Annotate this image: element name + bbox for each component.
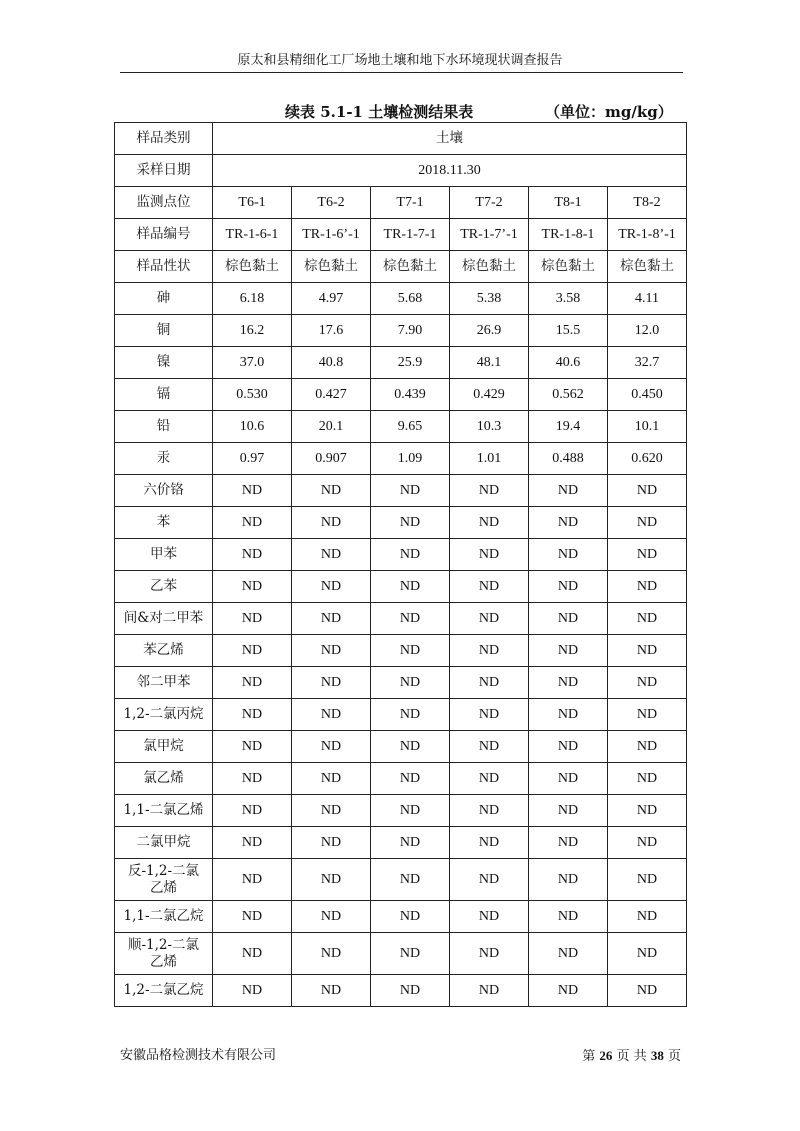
- sampling-date-row: [115, 155, 687, 187]
- sample-id-row: [115, 219, 687, 251]
- result-cell: ND: [450, 635, 529, 667]
- result-cell: ND: [608, 763, 687, 795]
- table-row: [115, 699, 687, 731]
- analyte-name: 六价铬: [115, 475, 213, 507]
- result-cell: ND: [450, 975, 529, 1007]
- result-cell: ND: [292, 475, 371, 507]
- result-cell: ND: [608, 731, 687, 763]
- result-cell: ND: [608, 507, 687, 539]
- result-cell: ND: [292, 859, 371, 901]
- result-cell: 16.2: [213, 315, 292, 347]
- table-row: [115, 859, 687, 901]
- analyte-name: 铜: [115, 315, 213, 347]
- monitoring-point-row: [115, 187, 687, 219]
- analyte-name-line: 乙烯: [150, 953, 177, 970]
- result-cell: 10.3: [450, 411, 529, 443]
- result-cell: ND: [371, 635, 450, 667]
- result-cell: ND: [292, 539, 371, 571]
- analyte-name: 二氯甲烷: [115, 827, 213, 859]
- result-cell: ND: [371, 827, 450, 859]
- sample-property-cell: 棕色黏土: [213, 251, 292, 283]
- result-cell: ND: [450, 571, 529, 603]
- result-cell: 48.1: [450, 347, 529, 379]
- result-cell: 4.97: [292, 283, 371, 315]
- footer-page-number: [582, 1048, 681, 1065]
- result-cell: ND: [292, 933, 371, 975]
- result-cell: ND: [608, 933, 687, 975]
- result-cell: ND: [529, 933, 608, 975]
- result-cell: ND: [608, 901, 687, 933]
- result-cell: ND: [529, 699, 608, 731]
- result-cell: ND: [608, 859, 687, 901]
- table-row: [115, 635, 687, 667]
- result-cell: ND: [450, 507, 529, 539]
- analyte-name: 镉: [115, 379, 213, 411]
- analyte-name: 1,1-二氯乙烷: [115, 901, 213, 933]
- point-cell: T7-1: [371, 187, 450, 219]
- result-cell: ND: [371, 571, 450, 603]
- result-cell: ND: [371, 539, 450, 571]
- header-divider: [120, 72, 683, 73]
- analyte-name: 1,2-二氯乙烷: [115, 975, 213, 1007]
- result-cell: 9.65: [371, 411, 450, 443]
- result-cell: 6.18: [213, 283, 292, 315]
- result-cell: ND: [529, 603, 608, 635]
- sample-property-row: [115, 251, 687, 283]
- result-cell: 20.1: [292, 411, 371, 443]
- result-cell: ND: [529, 731, 608, 763]
- result-cell: 40.6: [529, 347, 608, 379]
- result-cell: ND: [371, 699, 450, 731]
- result-cell: ND: [213, 667, 292, 699]
- analyte-name: 甲苯: [115, 539, 213, 571]
- result-cell: 0.620: [608, 443, 687, 475]
- analyte-name-line: 反-1,2-二氯: [127, 862, 200, 879]
- result-cell: 0.429: [450, 379, 529, 411]
- result-cell: 25.9: [371, 347, 450, 379]
- sample-id-cell: TR-1-7’-1: [450, 219, 529, 251]
- result-cell: ND: [450, 763, 529, 795]
- table-row: [115, 901, 687, 933]
- point-cell: T8-2: [608, 187, 687, 219]
- table-row: [115, 975, 687, 1007]
- table-row: [115, 283, 687, 315]
- result-cell: ND: [213, 795, 292, 827]
- result-cell: ND: [450, 539, 529, 571]
- result-cell: 40.8: [292, 347, 371, 379]
- sample-id-cell: TR-1-8’-1: [608, 219, 687, 251]
- result-cell: 1.09: [371, 443, 450, 475]
- result-cell: ND: [608, 699, 687, 731]
- analyte-name: 氯乙烯: [115, 763, 213, 795]
- result-cell: ND: [213, 571, 292, 603]
- analyte-name: 铅: [115, 411, 213, 443]
- result-cell: 5.68: [371, 283, 450, 315]
- analyte-name: 氯甲烷: [115, 731, 213, 763]
- table-row: [115, 603, 687, 635]
- result-cell: ND: [450, 731, 529, 763]
- result-cell: ND: [529, 571, 608, 603]
- result-rows: [115, 283, 687, 1007]
- result-cell: ND: [371, 933, 450, 975]
- result-cell: ND: [608, 539, 687, 571]
- result-cell: ND: [608, 795, 687, 827]
- result-cell: ND: [213, 975, 292, 1007]
- sampling-date-value: 2018.11.30: [213, 155, 687, 187]
- table-unit: （单位：mg/kg）: [545, 103, 673, 121]
- result-cell: ND: [529, 795, 608, 827]
- result-cell: ND: [371, 475, 450, 507]
- result-cell: 5.38: [450, 283, 529, 315]
- row-label: 样品性状: [115, 251, 213, 283]
- result-cell: ND: [292, 667, 371, 699]
- result-cell: ND: [371, 901, 450, 933]
- result-cell: ND: [529, 859, 608, 901]
- result-cell: ND: [371, 859, 450, 901]
- report-header-title: 原太和县精细化工厂场地土壤和地下水环境现状调查报告: [237, 53, 563, 68]
- page-suffix: 页: [667, 1049, 681, 1064]
- result-cell: ND: [213, 901, 292, 933]
- result-cell: ND: [292, 635, 371, 667]
- table-row: [115, 731, 687, 763]
- table-row: [115, 379, 687, 411]
- result-cell: ND: [450, 901, 529, 933]
- result-cell: ND: [608, 571, 687, 603]
- page-total: 38: [650, 1048, 664, 1063]
- result-cell: ND: [450, 699, 529, 731]
- result-cell: 10.6: [213, 411, 292, 443]
- footer-company: 安徽品格检测技术有限公司: [120, 1048, 277, 1063]
- analyte-name-line: 乙烯: [150, 879, 177, 896]
- result-cell: ND: [213, 763, 292, 795]
- sample-type-row: [115, 123, 687, 155]
- result-cell: ND: [450, 603, 529, 635]
- table-row: [115, 571, 687, 603]
- table-row: [115, 795, 687, 827]
- result-cell: ND: [608, 667, 687, 699]
- result-cell: 0.427: [292, 379, 371, 411]
- result-cell: ND: [450, 859, 529, 901]
- result-cell: ND: [608, 603, 687, 635]
- result-cell: ND: [292, 901, 371, 933]
- analyte-name: 1,2-二氯丙烷: [115, 699, 213, 731]
- result-cell: ND: [292, 975, 371, 1007]
- sample-id-cell: TR-1-6’-1: [292, 219, 371, 251]
- result-cell: ND: [608, 635, 687, 667]
- result-cell: 0.450: [608, 379, 687, 411]
- result-cell: ND: [450, 667, 529, 699]
- result-cell: 19.4: [529, 411, 608, 443]
- result-cell: ND: [213, 539, 292, 571]
- analyte-name: 砷: [115, 283, 213, 315]
- result-cell: ND: [529, 763, 608, 795]
- result-cell: ND: [529, 827, 608, 859]
- result-cell: ND: [213, 827, 292, 859]
- result-cell: ND: [371, 795, 450, 827]
- result-cell: ND: [371, 507, 450, 539]
- analyte-name-line: 顺-1,2-二氯: [127, 936, 200, 953]
- result-cell: ND: [529, 635, 608, 667]
- analyte-name: [115, 933, 213, 975]
- row-label: 监测点位: [115, 187, 213, 219]
- result-cell: 7.90: [371, 315, 450, 347]
- result-cell: ND: [371, 603, 450, 635]
- page-current: 26: [599, 1048, 613, 1063]
- table-row: [115, 827, 687, 859]
- result-cell: ND: [292, 507, 371, 539]
- result-cell: 1.01: [450, 443, 529, 475]
- result-cell: ND: [450, 933, 529, 975]
- result-cell: ND: [608, 475, 687, 507]
- result-cell: ND: [450, 475, 529, 507]
- result-cell: ND: [213, 933, 292, 975]
- result-cell: ND: [529, 901, 608, 933]
- result-cell: ND: [292, 795, 371, 827]
- result-cell: ND: [371, 667, 450, 699]
- table-row: [115, 763, 687, 795]
- result-cell: 0.488: [529, 443, 608, 475]
- result-cell: 0.439: [371, 379, 450, 411]
- row-label: 样品编号: [115, 219, 213, 251]
- table-row: [115, 443, 687, 475]
- result-cell: ND: [292, 827, 371, 859]
- result-cell: ND: [292, 763, 371, 795]
- sample-id-cell: TR-1-6-1: [213, 219, 292, 251]
- table-row: [115, 315, 687, 347]
- result-cell: ND: [213, 475, 292, 507]
- result-cell: ND: [292, 603, 371, 635]
- result-cell: ND: [608, 827, 687, 859]
- result-cell: 37.0: [213, 347, 292, 379]
- result-cell: 0.97: [213, 443, 292, 475]
- sample-property-cell: 棕色黏土: [371, 251, 450, 283]
- analyte-name: 乙苯: [115, 571, 213, 603]
- result-cell: ND: [213, 699, 292, 731]
- soil-results-table: [114, 122, 687, 1007]
- table-row: [115, 475, 687, 507]
- point-cell: T6-1: [213, 187, 292, 219]
- sample-property-cell: 棕色黏土: [450, 251, 529, 283]
- result-cell: 3.58: [529, 283, 608, 315]
- result-cell: 0.530: [213, 379, 292, 411]
- result-cell: 32.7: [608, 347, 687, 379]
- analyte-name: 镍: [115, 347, 213, 379]
- table-row: [115, 507, 687, 539]
- result-cell: ND: [529, 975, 608, 1007]
- result-cell: ND: [371, 763, 450, 795]
- point-cell: T8-1: [529, 187, 608, 219]
- sample-property-cell: 棕色黏土: [529, 251, 608, 283]
- result-cell: ND: [529, 539, 608, 571]
- result-cell: ND: [213, 507, 292, 539]
- analyte-name: 苯乙烯: [115, 635, 213, 667]
- result-cell: ND: [213, 635, 292, 667]
- table-row: [115, 411, 687, 443]
- result-cell: 12.0: [608, 315, 687, 347]
- page-middle: 页 共: [616, 1049, 647, 1064]
- result-cell: ND: [371, 975, 450, 1007]
- result-cell: ND: [608, 975, 687, 1007]
- sample-id-cell: TR-1-7-1: [371, 219, 450, 251]
- point-cell: T7-2: [450, 187, 529, 219]
- result-cell: ND: [529, 507, 608, 539]
- result-cell: ND: [292, 571, 371, 603]
- analyte-name: 汞: [115, 443, 213, 475]
- sample-id-cell: TR-1-8-1: [529, 219, 608, 251]
- sample-property-cell: 棕色黏土: [608, 251, 687, 283]
- result-cell: 4.11: [608, 283, 687, 315]
- result-cell: ND: [529, 475, 608, 507]
- analyte-name: 间&对二甲苯: [115, 603, 213, 635]
- result-cell: 15.5: [529, 315, 608, 347]
- table-caption: 续表 5.1-1 土壤检测结果表: [285, 103, 474, 121]
- result-cell: ND: [529, 667, 608, 699]
- table-row: [115, 539, 687, 571]
- table-row: [115, 667, 687, 699]
- row-label: 样品类别: [115, 123, 213, 155]
- table-row: [115, 347, 687, 379]
- result-cell: 26.9: [450, 315, 529, 347]
- result-cell: ND: [450, 827, 529, 859]
- analyte-name: 邻二甲苯: [115, 667, 213, 699]
- result-cell: ND: [213, 731, 292, 763]
- result-cell: ND: [213, 603, 292, 635]
- result-cell: 0.562: [529, 379, 608, 411]
- result-cell: ND: [371, 731, 450, 763]
- row-label: 采样日期: [115, 155, 213, 187]
- result-cell: 0.907: [292, 443, 371, 475]
- result-cell: ND: [292, 731, 371, 763]
- analyte-name: 苯: [115, 507, 213, 539]
- sample-type-value: 土壤: [213, 123, 687, 155]
- sample-property-cell: 棕色黏土: [292, 251, 371, 283]
- result-cell: 17.6: [292, 315, 371, 347]
- analyte-name: [115, 859, 213, 901]
- point-cell: T6-2: [292, 187, 371, 219]
- analyte-name: 1,1-二氯乙烯: [115, 795, 213, 827]
- result-cell: ND: [450, 795, 529, 827]
- page-prefix: 第: [582, 1049, 596, 1064]
- result-cell: ND: [292, 699, 371, 731]
- table-row: [115, 933, 687, 975]
- result-cell: 10.1: [608, 411, 687, 443]
- result-cell: ND: [213, 859, 292, 901]
